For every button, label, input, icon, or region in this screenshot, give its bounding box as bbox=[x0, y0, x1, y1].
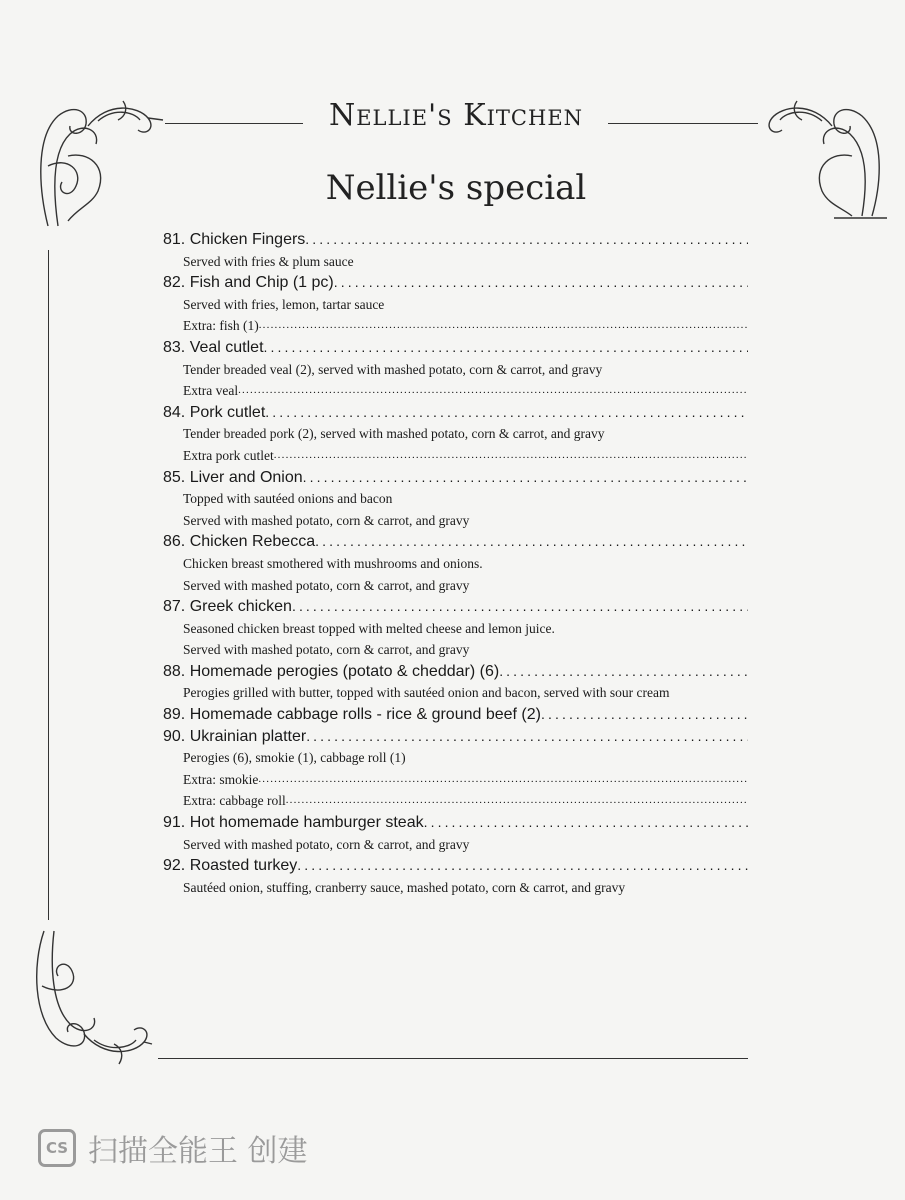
menu-item-name: 82. Fish and Chip (1 pc) bbox=[163, 274, 334, 292]
dot-leader bbox=[292, 596, 748, 618]
menu-item bbox=[163, 531, 748, 553]
menu-item-description bbox=[163, 618, 748, 640]
menu-item-name: 90. Ukrainian platter bbox=[163, 727, 307, 745]
menu-item bbox=[163, 812, 748, 834]
brand-title: Nellie's Kitchen bbox=[328, 98, 584, 133]
menu-item-name: 83. Veal cutlet bbox=[163, 338, 264, 356]
menu-item bbox=[163, 402, 748, 424]
flourish-ornament-top-left bbox=[28, 96, 168, 236]
menu-item bbox=[163, 272, 748, 294]
menu-item-description bbox=[163, 877, 748, 899]
section-title: Nellie's special bbox=[325, 168, 587, 208]
dot-leader bbox=[259, 315, 748, 337]
header-rule-right bbox=[608, 123, 758, 124]
menu-item-name: 88. Homemade perogies (potato & cheddar) (6) bbox=[163, 662, 500, 680]
description-text: Served with mashed potato, corn & carrot, and gravy bbox=[183, 577, 470, 593]
description-text: Served with mashed potato, corn & carrot, and gravy bbox=[183, 836, 470, 852]
dot-leader bbox=[303, 467, 748, 489]
dot-leader bbox=[265, 402, 748, 424]
menu-item-extra bbox=[163, 769, 748, 791]
flourish-ornament-top-right bbox=[752, 96, 892, 226]
frame-line-bottom bbox=[158, 1058, 748, 1059]
menu-item bbox=[163, 467, 748, 489]
menu-item-description bbox=[163, 510, 748, 532]
description-text: Perogies (6), smokie (1), cabbage roll (1) bbox=[183, 750, 406, 766]
menu-item-extra bbox=[163, 445, 748, 467]
menu-item-name: 81. Chicken Fingers bbox=[163, 231, 306, 248]
dot-leader bbox=[238, 380, 748, 402]
description-text: Seasoned chicken breast topped with melted cheese and lemon juice. bbox=[183, 620, 555, 636]
dot-leader bbox=[305, 229, 748, 251]
menu-item-description bbox=[163, 747, 748, 769]
menu-item-name: 84. Pork cutlet bbox=[163, 403, 266, 421]
dot-leader bbox=[306, 726, 748, 748]
menu-item-description bbox=[163, 251, 748, 273]
extra-label: Extra: smokie bbox=[183, 771, 259, 787]
dot-leader bbox=[541, 704, 748, 726]
menu-item bbox=[163, 596, 748, 618]
description-text: Chicken breast smothered with mushrooms and onions. bbox=[183, 555, 483, 571]
dot-leader bbox=[315, 531, 748, 553]
description-text: Tender breaded veal (2), served with mashed potato, corn & carrot, and gravy bbox=[183, 361, 603, 377]
menu-item-description bbox=[163, 682, 748, 704]
menu-item-description bbox=[163, 359, 748, 381]
menu-list bbox=[163, 229, 748, 898]
description-text: Served with mashed potato, corn & carrot, and gravy bbox=[183, 642, 470, 658]
menu-item-name: 91. Hot homemade hamburger steak bbox=[163, 814, 424, 832]
menu-item-name: 85. Liver and Onion bbox=[163, 468, 303, 486]
menu-item bbox=[163, 704, 748, 726]
scanner-logo-icon: CS bbox=[38, 1129, 76, 1167]
description-text: Served with fries, lemon, tartar sauce bbox=[183, 296, 385, 312]
description-text: Served with mashed potato, corn & carrot, and gravy bbox=[183, 512, 470, 528]
dot-leader bbox=[424, 812, 748, 834]
menu-item-extra bbox=[163, 790, 748, 812]
extra-label: Extra: cabbage roll bbox=[183, 793, 286, 809]
description-text: Topped with sautéed onions and bacon bbox=[183, 491, 393, 507]
menu-item bbox=[163, 337, 748, 359]
header-rule-left bbox=[165, 123, 303, 124]
description-text: Served with fries & plum sauce bbox=[183, 253, 354, 269]
menu-item-name: 89. Homemade cabbage rolls - rice & ground beef (2) bbox=[163, 706, 541, 724]
menu-item bbox=[163, 726, 748, 748]
description-text: Tender breaded pork (2), served with mashed potato, corn & carrot, and gravy bbox=[183, 426, 605, 442]
menu-item-name: 92. Roasted turkey bbox=[163, 857, 298, 875]
menu-item-description bbox=[163, 575, 748, 597]
menu-item-name: 87. Greek chicken bbox=[163, 598, 292, 616]
menu-item-name: 86. Chicken Rebecca bbox=[163, 533, 316, 551]
extra-label: Extra: fish (1) bbox=[183, 318, 259, 334]
dot-leader bbox=[499, 661, 748, 683]
frame-line-left bbox=[48, 250, 49, 920]
menu-item-description bbox=[163, 488, 748, 510]
menu-item-extra bbox=[163, 315, 748, 337]
menu-item-description bbox=[163, 639, 748, 661]
menu-item-description bbox=[163, 423, 748, 445]
menu-item bbox=[163, 855, 748, 877]
scanner-watermark bbox=[38, 1126, 308, 1170]
description-text: Sautéed onion, stuffing, cranberry sauce, mashed potato, corn & carrot, and gravy bbox=[183, 879, 626, 895]
dot-leader bbox=[334, 272, 748, 294]
menu-item bbox=[163, 229, 748, 251]
extra-label: Extra veal bbox=[183, 383, 239, 399]
dot-leader bbox=[286, 790, 748, 812]
menu-item-description bbox=[163, 294, 748, 316]
dot-leader bbox=[264, 337, 748, 359]
watermark-text: 扫描全能王 创建 bbox=[88, 1134, 308, 1169]
menu-item-description bbox=[163, 834, 748, 856]
menu-item-extra bbox=[163, 380, 748, 402]
menu-item bbox=[163, 661, 748, 683]
dot-leader bbox=[274, 445, 748, 467]
dot-leader bbox=[297, 855, 748, 877]
dot-leader bbox=[258, 769, 748, 791]
extra-label: Extra pork cutlet bbox=[183, 447, 274, 463]
description-text: Perogies grilled with butter, topped with sautéed onion and bacon, served with sour cream bbox=[183, 685, 670, 701]
flourish-ornament-bottom-left bbox=[24, 926, 164, 1071]
menu-item-description bbox=[163, 553, 748, 575]
